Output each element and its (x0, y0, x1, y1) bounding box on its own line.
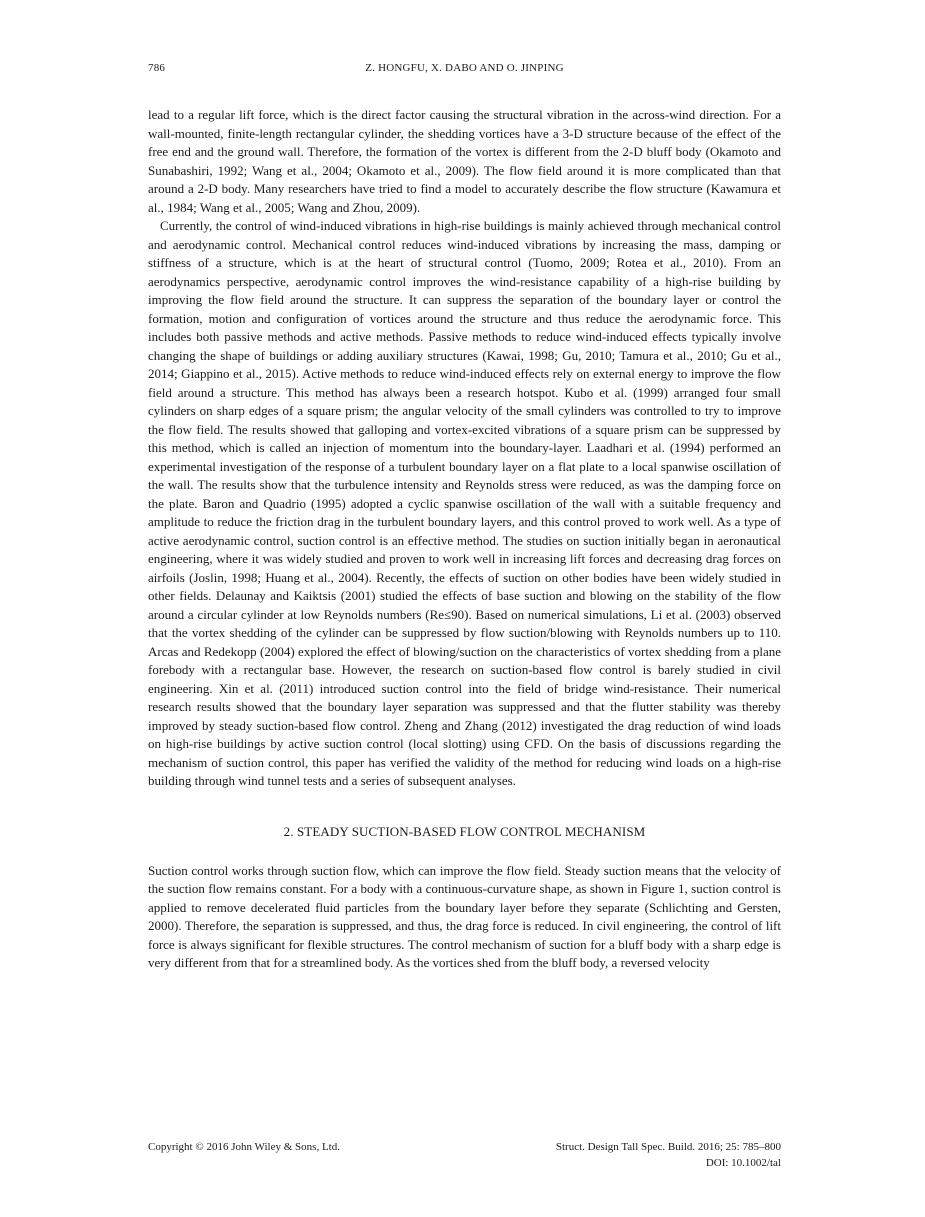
page-header (148, 62, 781, 80)
journal-citation: Struct. Design Tall Spec. Build. 2016; 25: 785–800 (555, 1141, 781, 1153)
body-paragraph: lead to a regular lift force, which is the direct factor causing the structural vibration in the across-wind direction. For a wall-mounted, finite-length rectangular cylinder, the shedding vortices have a 3-D structure because of the effect of the free end and the ground wall. Therefore, the formation of the vortex is different from the 2-D bluff body (Okamoto and Sunabashiri, 1992; Wang et al., 2004; Okamoto et al., 2009). The flow field around it is more complicated than that around a 2-D body. Many researchers have tried to find a model to accurately describe the flow structure (Kawamura et al., 1984; Wang et al., 2005; Wang and Zhou, 2009). (148, 107, 781, 215)
article-body (148, 106, 781, 973)
citation-block (556, 1139, 781, 1171)
page-number: 786 (148, 62, 166, 74)
doi: DOI: 10.1002/tal (705, 1157, 781, 1169)
section-heading: 2. STEADY SUCTION-BASED FLOW CONTROL MECHANISM (283, 823, 646, 839)
section-paragraph: Suction control works through suction flow, which can improve the flow field. Steady suction means that the velocity of the suction flow remains constant. For a body with a continuous-curvature shape, as shown in Figure 1, suction control is applied to remove decelerated fluid particles from the boundary layer before they separate (Schlichting and Gersten, 2000). Therefore, the separation is suppressed, and thus, the drag force is reduced. In civil engineering, the control of lift force is always significant for flexible structures. The control mechanism of suction for a bluff body with a sharp edge is very different from that for a streamlined body. As the vortices shed from the bluff body, a reversed velocity (148, 862, 781, 970)
section-heading-block (148, 824, 781, 840)
body-paragraph: Currently, the control of wind-induced vibrations in high-rise buildings is mainly achieved through mechanical control and aerodynamic control. Mechanical control reduces wind-induced vibrations by increasing the mass, damping or stiffness of a structure, which is at the heart of structural control (Tuomo, 2009; Rotea et al., 2010). From an aerodynamics perspective, aerodynamic control improves the wind-resistance capability of a high-rise building by improving the flow field around the structure. It can suppress the separation of the boundary layer or control the formation, motion and configuration of vortices around the structure and thus reduce the aerodynamic force. This includes both passive methods and active methods. Passive methods to reduce wind-induced effects typically involve changing the shape of buildings or adding auxiliary structures (Kawai, 1998; Gu, 2010; Tamura et al., 2010; Gu et al., 2014; Giappino et al., 2015). Active methods to reduce wind-induced effects rely on external energy to improve the flow field around a structure. This method has always been a research hotspot. Kubo et al. (1999) arranged four small cylinders on sharp edges of a square prism; the angular velocity of the small cylinders was controlled to try to improve the flow field. The results showed that galloping and vortex-excited vibrations of a square prism can be suppressed by this method, which is called an injection of momentum into the boundary-layer. Laadhari et al. (1994) performed an experimental investigation of the response of a turbulent boundary layer on a flat plate to a local spanwise oscillation of the wall. The results show that the turbulence intensity and Reynolds stress were reduced, as was the damping force on the plate. Baron and Quadrio (1995) adopted a cyclic spanwise oscillation of the wall with a suitable frequency and amplitude to reduce the friction drag in the turbulent boundary layers, and this control proved to work well. As a type of active aerodynamic control, suction control is an effective method. The studies on suction initially began in aeronautical engineering, where it was widely studied and proven to work well in increasing lift forces and decreasing drag forces on airfoils (Joslin, 1998; Huang et al., 2004). Recently, the effects of suction on other bodies have been widely studied in other fields. Delaunay and Kaiktsis (2001) studied the effects of base suction and blowing on the stability of the flow around a circular cylinder at low Reynolds numbers (Re≤90). Based on numerical simulations, Li et al. (2003) observed that the vortex shedding of the cylinder can be suppressed by flow suction/blowing with Reynolds numbers up to 110. Arcas and Redekopp (2004) explored the effect of blowing/suction on the characteristics of vortex shedding from a plane forebody with a rectangular base. However, the research on suction-based flow control is barely studied in civil engineering. Xin et al. (2011) introduced suction control into the field of bridge wind-resistance. Their numerical research results showed that the boundary layer separation was suppressed and that the flutter stability was thereby improved by steady suction-based flow control. Zheng and Zhang (2012) investigated the drag reduction of wind loads on high-rise buildings by active suction control (local slotting) using CFD. On the basis of discussions regarding the mechanism of suction control, this paper has verified the validity of the method for reducing wind loads on a high-rise building through wind tunnel tests and a series of subsequent analyses. (148, 218, 781, 788)
copyright-notice: Copyright © 2016 John Wiley & Sons, Ltd. (148, 1141, 340, 1153)
running-title: Z. HONGFU, X. DABO AND O. JINPING (365, 62, 564, 74)
page (148, 62, 781, 973)
